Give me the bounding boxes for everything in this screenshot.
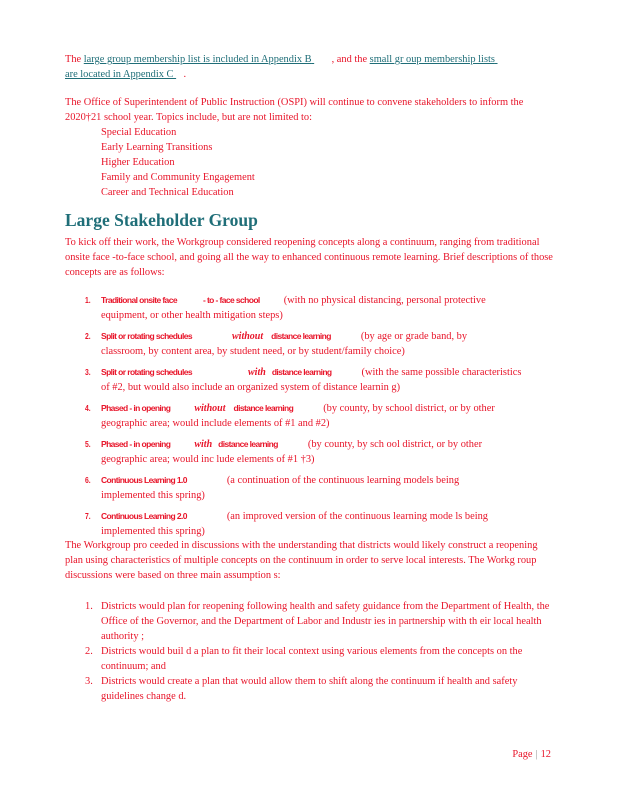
list-item: Career and Technical Education bbox=[101, 187, 234, 198]
list-item: 6. Continuous Learning 1.0 (a continuation of the continuous learning models being implemented this spring) bbox=[85, 475, 460, 501]
lsg-paragraph: To kick off their work, the Workgroup considered reopening concepts along a continuum, ranging from traditional onsite face -to-face school, and going all the way to enhanced continuous remote learning. Brief descriptions of those concepts are as follows: bbox=[65, 237, 553, 278]
page-number: 12 bbox=[540, 749, 551, 760]
list-item: Family and Community Engagement bbox=[101, 172, 255, 183]
appendix-c-link-cont[interactable]: are located in Appendix C bbox=[65, 69, 174, 80]
assumptions-list bbox=[65, 599, 555, 704]
list-item: 5. Phased - in opening with distance learning (by county, by sch ool district, or by other geographic area; would inc lude elements of #1 †3) bbox=[85, 439, 483, 465]
list-item: 1. Traditional onsite face - to - face school (with no physical distancing, personal protective equipment, or other health mitigation steps) bbox=[85, 295, 486, 321]
intro-mid-text: , and the bbox=[331, 54, 370, 65]
list-item: 1. Districts would plan for reopening following health and safety guidance from the Department of Health, the Office of the Governor, and the Department of Labor and Industr ies in partnership with th eir local health authority ; bbox=[85, 601, 550, 642]
page-label: Page bbox=[512, 749, 533, 760]
list-item: Special Education bbox=[101, 127, 177, 138]
concepts-list bbox=[65, 293, 555, 545]
list-item: 7. Continuous Learning 2.0 (an improved version of the continuous learning mode ls being implemented this spring) bbox=[85, 511, 488, 537]
topics-list bbox=[82, 125, 255, 200]
intro-end: . bbox=[183, 69, 187, 80]
link-gap bbox=[495, 52, 507, 67]
intro-text: The bbox=[65, 54, 84, 65]
list-item: 2. Districts would buil d a plan to fit their local context using various elements from the concepts on the continuum; and bbox=[85, 646, 523, 672]
list-item: 3. Districts would create a plan that would allow them to shift along the continuum if health and safety guidelines change d. bbox=[85, 676, 518, 702]
link-gap bbox=[312, 52, 332, 67]
section-heading: Large Stakeholder Group bbox=[65, 210, 258, 230]
list-item: Early Learning Transitions bbox=[101, 142, 213, 153]
list-item: Higher Education bbox=[101, 157, 175, 168]
page-footer bbox=[512, 749, 551, 760]
footer-separator: | bbox=[535, 749, 538, 760]
list-item: 3. Split or rotating schedules with distance learning (with the same possible characteristics of #2, but would also include an organized system of distance learnin g) bbox=[85, 367, 522, 393]
workgroup-paragraph: The Workgroup pro ceeded in discussions with the understanding that districts would likely construct a reopening plan using characteristics of multiple concepts on the continuum in order to serve local interests. The Workg roup discussions were based on three main assumption s: bbox=[65, 540, 538, 581]
appendix-c-link[interactable]: small gr oup membership lists bbox=[369, 54, 495, 65]
list-item: 2. Split or rotating schedules without distance learning (by age or grade band, by classroom, by content area, by student need, or by student/family choice) bbox=[85, 331, 468, 357]
appendix-paragraph bbox=[65, 52, 555, 82]
list-item: 4. Phased - in opening without distance learning (by county, by school district, or by other geographic area; would include elements of #1 and #2) bbox=[85, 403, 495, 429]
ospi-paragraph: The Office of Superintendent of Public Instruction (OSPI) will continue to convene stakeholders to inform the 2020†21 school year. Topics include, but are not limited to: bbox=[65, 97, 524, 123]
appendix-b-link[interactable]: large group membership list is included in Appendix B bbox=[83, 54, 312, 65]
link-gap bbox=[174, 67, 184, 82]
